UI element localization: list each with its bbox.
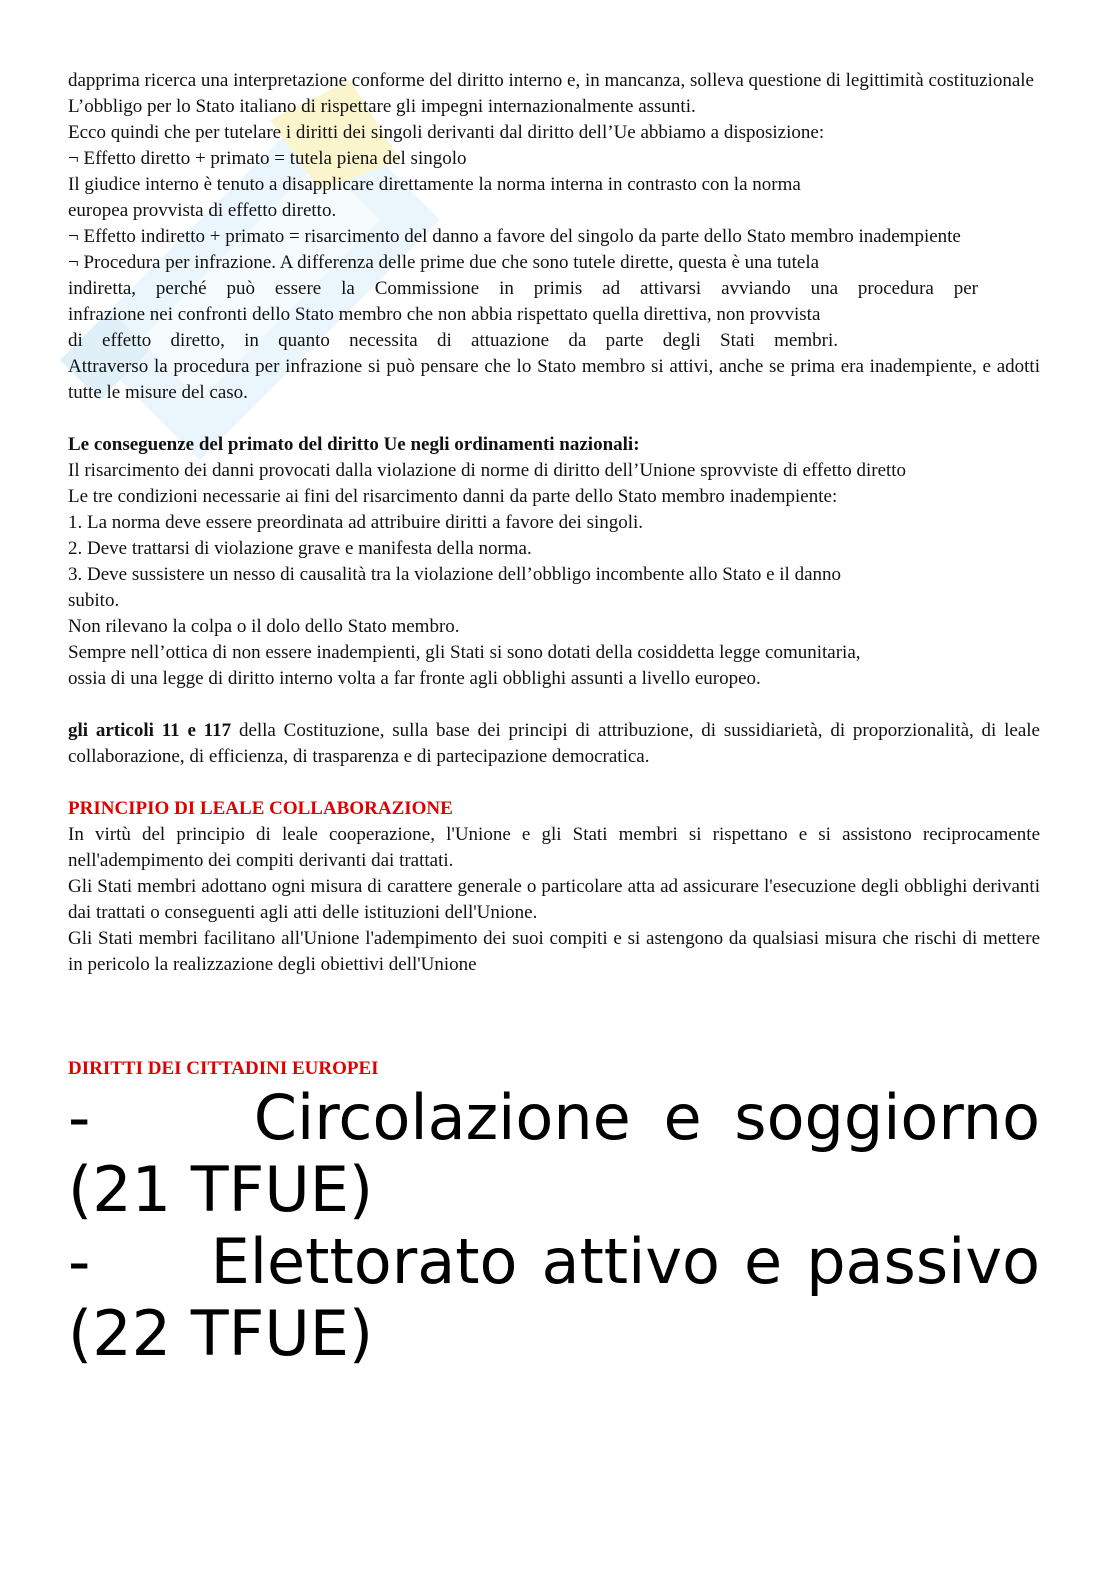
paragraph: Sempre nell’ottica di non essere inadempienti, gli Stati si sono dotati della cosiddetta legge comunitaria, bbox=[68, 642, 861, 663]
paragraph: di effetto diretto, in quanto necessita di attuazione da parte degli Stati membri. bbox=[68, 330, 838, 351]
paragraph: indiretta, perché può essere la Commissione in primis ad attivarsi avviando una procedura per bbox=[68, 278, 978, 299]
big-list-item-circolazione: - Circolazione e soggiorno (21 TFUE) bbox=[68, 1081, 1060, 1226]
paragraph: Non rilevano la colpa o il dolo dello Stato membro. bbox=[68, 616, 460, 637]
big-list-item-elettorato: - Elettorato attivo e passivo (22 TFUE) bbox=[68, 1225, 1060, 1370]
intro-paragraphs bbox=[68, 68, 1040, 406]
articoli-reference: gli articoli 11 e 117 bbox=[68, 720, 232, 741]
paragraph: Ecco quindi che per tutelare i diritti dei singoli derivanti dal diritto dell’Ue abbiamo a disposizione: bbox=[68, 122, 825, 143]
list-item-continuation: subito. bbox=[68, 590, 120, 611]
list-item-effetto-diretto: ¬ Effetto diretto + primato = tutela piena del singolo bbox=[68, 148, 467, 169]
list-item: 3. Deve sussistere un nesso di causalità tra la violazione dell’obbligo incombente allo Stato e il danno bbox=[68, 564, 841, 585]
list-item-procedura-infrazione: ¬ Procedura per infrazione. A differenza delle prime due che sono tutele dirette, questa è una tutela bbox=[68, 252, 820, 273]
paragraph: ossia di una legge di diritto interno volta a far fronte agli obblighi assunti a livello europeo. bbox=[68, 668, 761, 689]
section-heading-conseguenze: Le conseguenze del primato del diritto Ue negli ordinamenti nazionali: bbox=[68, 434, 640, 455]
list-item: 1. La norma deve essere preordinata ad attribuire diritti a favore dei singoli. bbox=[68, 512, 644, 533]
paragraph: dapprima ricerca una interpretazione conforme del diritto interno e, in mancanza, solleva questione di legittimità costituzionale bbox=[68, 70, 1034, 91]
paragraph: Attraverso la procedura per infrazione si può pensare che lo Stato membro si attivi, anche se prima era inadempiente, e adotti tutte le misure del caso. bbox=[68, 356, 1040, 403]
paragraph: infrazione nei confronti dello Stato membro che non abbia rispettato quella direttiva, non provvista bbox=[68, 304, 821, 325]
list-item: 2. Deve trattarsi di violazione grave e manifesta della norma. bbox=[68, 538, 532, 559]
section-heading-diritti-cittadini: DIRITTI DEI CITTADINI EUROPEI bbox=[68, 1058, 379, 1079]
paragraph: Gli Stati membri facilitano all'Unione l'adempimento dei suoi compiti e si astengono da qualsiasi misura che rischi di mettere in pericolo la realizzazione degli obiettivi dell'Unione bbox=[68, 928, 1040, 975]
articoli-text: della Costituzione, sulla base dei principi di attribuzione, di sussidiarietà, di proporzionalità, di leale collaborazione, di efficienza, di trasparenza e di partecipazione democratica. bbox=[68, 720, 1040, 767]
section-heading-leale-collaborazione: PRINCIPIO DI LEALE COLLABORAZIONE bbox=[68, 798, 453, 819]
paragraph: In virtù del principio di leale cooperazione, l'Unione e gli Stati membri si rispettano e si assistono reciprocamente nell'adempimento dei compiti derivanti dai trattati. bbox=[68, 824, 1040, 871]
paragraph-articoli bbox=[68, 718, 1040, 770]
paragraph: Gli Stati membri adottano ogni misura di carattere generale o particolare atta ad assicurare l'esecuzione degli obblighi derivanti dai trattati o conseguenti agli atti delle istituzioni dell'Unione. bbox=[68, 876, 1040, 923]
paragraph: Il giudice interno è tenuto a disapplicare direttamente la norma interna in contrasto con la norma bbox=[68, 174, 801, 195]
paragraph: Le tre condizioni necessarie ai fini del risarcimento danni da parte dello Stato membro inadempiente: bbox=[68, 486, 838, 507]
document-page bbox=[68, 68, 1060, 1370]
list-item-effetto-indiretto: ¬ Effetto indiretto + primato = risarcimento del danno a favore del singolo da parte dello Stato membro inadempiente bbox=[68, 226, 961, 247]
paragraph: europea provvista di effetto diretto. bbox=[68, 200, 337, 221]
paragraph: Il risarcimento dei danni provocati dalla violazione di norme di diritto dell’Unione sprovviste di effetto diretto bbox=[68, 460, 907, 481]
paragraph: L’obbligo per lo Stato italiano di rispettare gli impegni internazionalmente assunti. bbox=[68, 96, 696, 117]
